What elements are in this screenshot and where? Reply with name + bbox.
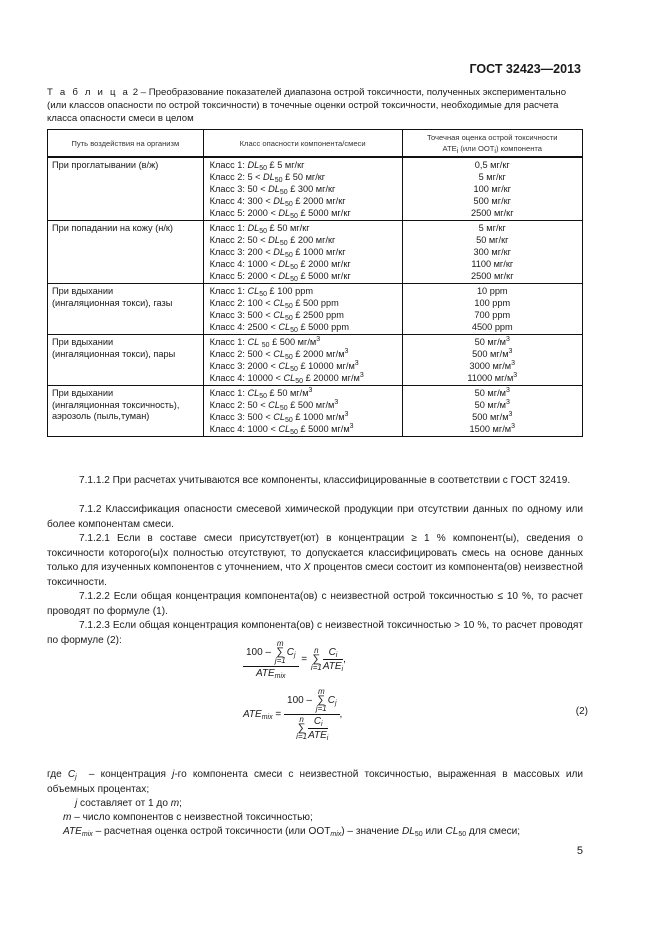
- value-cell: [402, 284, 582, 335]
- definition-cj: [47, 768, 583, 797]
- route-line: (ингаляционная токси), газы: [52, 297, 173, 308]
- class-cell: [203, 284, 402, 335]
- class-line: Класс 2: $5 < DL_{50}$ £ 50 мг/кг: [209, 172, 326, 184]
- class-line: Класс 3: $2000 < CL_{50}$ £ 10000 $мг/м^3$: [209, 360, 359, 373]
- definition-symbol: C: [67, 769, 76, 780]
- class-line: Класс 3: $500 < CL_{50}$ £ 1000 $мг/м^3$: [209, 411, 349, 424]
- route-cell: [48, 386, 204, 437]
- class-line: Класс 4: $300 < DL_{50}$ £ 2000 мг/кг: [209, 196, 346, 208]
- i-index: i: [321, 721, 323, 728]
- mix-index: mix: [274, 673, 286, 680]
- paragraph-7-1-2: 7.1.2 Классификация опасности смесевой химической продукции при отсутствии данных по одному или более компонентам смеси.: [47, 504, 583, 530]
- i-index: i: [335, 652, 338, 659]
- value-line: 500 $мг/м^3$: [472, 411, 513, 422]
- class-line: Класс 2: $100 < CL_{50}$ £ 500 ppm: [209, 298, 339, 310]
- equation-number: (2): [575, 706, 588, 717]
- value-line: 5 мг/кг: [478, 223, 506, 233]
- fraction-denominator: [308, 729, 328, 741]
- table-caption-number: 2: [132, 87, 139, 98]
- definition-ate-mix: [47, 825, 583, 840]
- sigma-icon: [316, 688, 327, 713]
- table-caption: [47, 86, 583, 125]
- equals-sign: =: [275, 709, 282, 721]
- fraction-denominator: [243, 667, 299, 679]
- formula-1-line: [243, 640, 346, 679]
- value-line: 11000 $мг/м^3$: [467, 372, 518, 383]
- table-caption-text: – Преобразование показателей диапазона острой токсичности, полученных экспериментально (или классов опасности по острой токсичности) в точечные оценки острой токсичности, необходимые для расчета класса опасности смеси в целом: [47, 87, 567, 124]
- route-line: аэрозоль (пыль,туман): [52, 411, 150, 422]
- value-line: 4500 ppm: [471, 322, 513, 332]
- value-line: 100 мг/кг: [473, 184, 511, 194]
- c-symbol: C: [286, 647, 294, 659]
- class-cell: [203, 221, 402, 284]
- fraction-denominator: [323, 660, 343, 672]
- sum-upper: n: [299, 715, 304, 724]
- route-line: При вдыхании: [52, 286, 114, 296]
- sigma-icon: [275, 640, 286, 665]
- class-line: Класс 1: $CL_{50}$ £ 50 $мг/м^3$: [209, 387, 313, 400]
- hundred-minus: 100 –: [246, 647, 272, 659]
- definition-m: m – число компонентов с неизвестной токсичностью;: [63, 812, 313, 823]
- mix-index: mix: [261, 714, 273, 722]
- formula-fraction-right: [323, 647, 343, 672]
- sum-upper: m: [317, 687, 325, 696]
- value-line: 700 ppm: [474, 310, 511, 320]
- sum-symbol: ∑: [312, 653, 321, 665]
- sum-lower: j=1: [274, 656, 286, 665]
- class-cell: [203, 157, 402, 221]
- value-line: 1100 мг/кг: [471, 259, 514, 269]
- class-line: Класс 3: $200 < DL_{50}$ £ 1000 мг/кг: [209, 247, 346, 259]
- column-header-ate: [402, 130, 582, 158]
- fraction-numerator: [323, 647, 343, 660]
- value-line: 50 $мг/м^3$: [474, 336, 510, 347]
- value-line: 2500 мг/кг: [470, 271, 514, 281]
- value-line: 0,5 мг/кг: [474, 160, 510, 170]
- equals-sign: =: [301, 654, 308, 666]
- comma: ,: [343, 654, 346, 666]
- class-line: Класс 4: $2500 < CL_{50}$ £ 5000 ppm: [209, 322, 349, 334]
- definition-j: j составляет от 1 до m;: [75, 798, 182, 809]
- value-line: 5 мг/кг: [478, 172, 506, 182]
- column-header-class: Класс опасности компонента/смеси: [203, 130, 402, 158]
- table-header-row: [48, 130, 583, 158]
- value-line: 3000 $мг/м^3$: [469, 360, 515, 371]
- sigma-icon: [311, 647, 322, 672]
- dl-sub: 50: [414, 831, 423, 838]
- sum-lower: j=1: [315, 704, 327, 713]
- route-line: (ингаляционная токси), пары: [52, 348, 176, 359]
- route-cell: [48, 284, 204, 335]
- class-line: Класс 3: $50 < DL_{50}$ £ 300 мг/кг: [209, 184, 336, 196]
- class-cell: [203, 386, 402, 437]
- paragraph-7-1-1-2: 7.1.1.2 При расчетах учитываются все компоненты, классифицированные в соответствии с ГОСТ 32419.: [79, 475, 571, 486]
- j-index: j: [334, 700, 337, 708]
- sum-symbol: ∑: [276, 646, 285, 658]
- ate-symbol: ATE: [322, 661, 342, 672]
- class-cell: [203, 335, 402, 386]
- definition-text: для смеси;: [466, 826, 521, 837]
- sum-lower: i=1: [296, 732, 308, 741]
- class-line: Класс 2: $50 < CL_{50}$ £ 500 $мг/м^3$: [209, 399, 339, 412]
- sigma-icon: [296, 716, 307, 741]
- cl-symbol: CL: [445, 826, 459, 837]
- class-line: Класс 2: $500 < CL_{50}$ £ 2000 $мг/м^3$: [209, 348, 349, 361]
- table-row-inhalation-vapours: [48, 335, 583, 386]
- i-index: i: [326, 735, 329, 742]
- class-line: Класс 1: $DL_{50}$ £ 50 мг/кг: [209, 223, 310, 235]
- c-symbol: C: [328, 647, 336, 658]
- formula-fraction-left: [243, 640, 299, 679]
- class-line: Класс 2: $50 < DL_{50}$ £ 200 мг/кг: [209, 235, 336, 247]
- cl-sub: 50: [458, 831, 467, 838]
- sum-upper: n: [314, 646, 319, 655]
- table-row-dermal: [48, 221, 583, 284]
- fraction-numerator: [243, 640, 299, 667]
- class-line: Класс 1: CL $_{50}$ £ 500 $мг/м^3$: [209, 336, 321, 349]
- definition-text: ) – значение: [341, 826, 402, 837]
- table-row-inhalation-aerosols: [48, 386, 583, 437]
- paragraph-7-1-2-3: 7.1.2.3 Если общая концентрация компонента(ов) с неизвестной токсичностью > 10 %, то расчет проводят по формуле (2):: [47, 620, 583, 646]
- table-row-oral: [48, 157, 583, 221]
- value-cell: [402, 221, 582, 284]
- c-symbol: C: [327, 695, 335, 707]
- c-symbol: C: [313, 716, 322, 727]
- toxicity-conversion-table: [47, 129, 583, 437]
- value-line: 300 мг/кг: [473, 247, 511, 257]
- ate-symbol: ATE: [308, 730, 327, 741]
- sum-symbol: ∑: [297, 722, 306, 734]
- paragraph-7-1-2-2: 7.1.2.2 Если общая концентрация компонента(ов) с неизвестной острой токсичностью ≤ 10 %, то расчет проводят по формуле (1).: [47, 591, 583, 617]
- sum-upper: m: [276, 639, 284, 648]
- dl-symbol: DL: [401, 826, 415, 837]
- class-line: Класс 4: $1000 < DL_{50}$ £ 2000 мг/кг: [209, 259, 351, 271]
- definition-text: или: [422, 826, 446, 837]
- formula-fraction-main: [284, 688, 340, 741]
- class-line: Класс 5: $2000 < DL_{50}$ £ 5000 мг/кг: [209, 208, 351, 220]
- table-row-inhalation-gases: [48, 284, 583, 335]
- class-line: Класс 1: $CL_{50}$ £ 100 ppm: [209, 286, 313, 298]
- class-line: Класс 4: $10000 < CL_{50}$ £ 20000 $мг/м^3$: [209, 372, 364, 385]
- column-header-route: Путь воздействия на организм: [48, 130, 204, 158]
- j-index: j: [293, 652, 296, 660]
- route-line: При вдыхании: [52, 337, 114, 347]
- value-cell: [402, 386, 582, 437]
- value-line: 2500 мг/кг: [470, 208, 514, 218]
- page-number: 5: [576, 845, 583, 857]
- sum-lower: i=1: [310, 663, 322, 672]
- hundred-minus: 100 –: [287, 695, 313, 707]
- document-standard-number: ГОСТ 32423—2013: [469, 62, 581, 76]
- ate-symbol: ATE: [255, 668, 275, 679]
- class-line: Класс 1: $DL_{50}$ £ 5 мг/кг: [209, 160, 305, 172]
- definition-sub: mix: [81, 831, 93, 838]
- inner-fraction: [308, 716, 328, 741]
- class-line: Класс 4: $1000 < CL_{50}$ £ 5000 $мг/м^3$: [209, 423, 354, 436]
- value-line: 50 $мг/м^3$: [474, 399, 510, 410]
- paragraph-7-1-2-1: 7.1.2.1 Если в составе смеси присутствует(ют) в концентрации ≥ 1 % компонент(ы), сведения о токсичности которого(ы)х полностью отсутствуют, то допускается классифицировать смесь на основе данных только для изученных компонентов с уточнением, что X процентов смеси состоит из компонента(ов) неизвестной токсичности.: [47, 533, 583, 588]
- class-line: Класс 5: $2000 < DL_{50}$ £ 5000 мг/кг: [209, 271, 351, 283]
- table-caption-label: Т а б л и ц а: [47, 87, 131, 98]
- i-index: i: [341, 666, 344, 673]
- ate-symbol: ATE: [243, 709, 262, 721]
- definition-symbol: ATE: [63, 826, 82, 837]
- class-line: Класс 3: $500 < CL_{50}$ £ 2500 ppm: [209, 310, 344, 322]
- value-cell: [402, 157, 582, 221]
- value-line: 10 ppm: [476, 286, 508, 296]
- value-line: 50 $мг/м^3$: [474, 387, 510, 398]
- fraction-numerator: [284, 688, 340, 715]
- definition-sub: j: [75, 774, 77, 781]
- value-line: 1500 $мг/м^3$: [469, 423, 515, 434]
- value-line: 500 мг/кг: [473, 196, 511, 206]
- comma: ,: [339, 709, 343, 721]
- route-line: При вдыхании: [52, 388, 114, 398]
- value-line: 50 мг/кг: [476, 235, 509, 245]
- fraction-denominator: [284, 715, 340, 741]
- column-header-ate-line2: $ATE_i$ (или $OOT_i$) компонента: [442, 144, 543, 155]
- definition-text: – концентрация j-го компонента смеси с неизвестной токсичностью, выраженная в массовых или объемных процентах;: [47, 769, 583, 795]
- column-header-ate-line1: Точечная оценка острой токсичности: [426, 133, 558, 142]
- route-line: (ингаляционная токсичность),: [52, 399, 180, 410]
- definition-prefix: где: [47, 769, 62, 780]
- fraction-numerator: [308, 716, 328, 729]
- sum-symbol: ∑: [317, 694, 326, 706]
- route-cell: При проглатывании (в/ж): [48, 157, 204, 221]
- definition-text: – расчетная оценка острой токсичности (или OOT: [92, 826, 331, 837]
- route-cell: [48, 335, 204, 386]
- value-line: 100 ppm: [474, 298, 511, 308]
- route-cell: При попадании на кожу (н/к): [48, 221, 204, 284]
- value-line: 500 $мг/м^3$: [472, 348, 513, 359]
- definition-sub: mix: [330, 831, 342, 838]
- value-cell: [402, 335, 582, 386]
- formula-2-line: [243, 688, 342, 741]
